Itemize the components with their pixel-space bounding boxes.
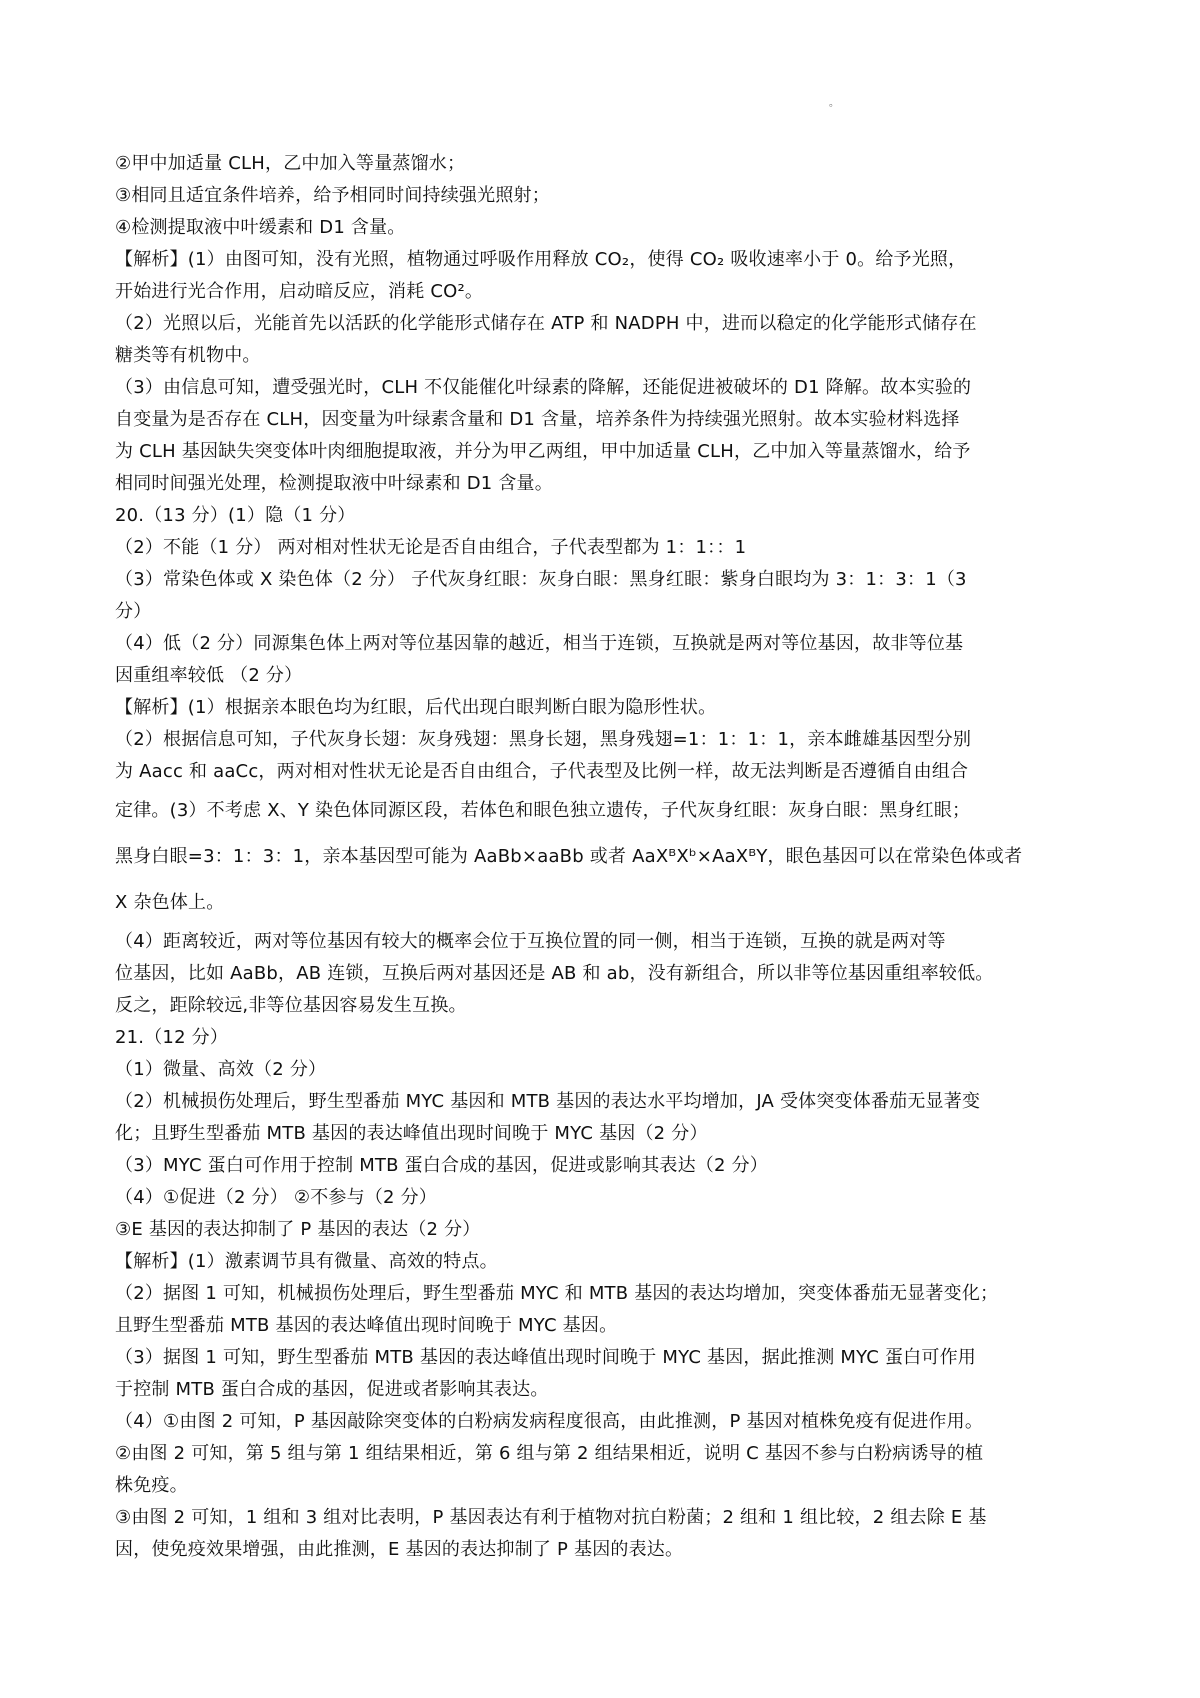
text-line: 【解析】(1）根据亲本眼色均为红眼，后代出现白眼判断白眼为隐形性状。 (115, 697, 717, 718)
text-line: 于控制 MTB 蛋白合成的基因，促进或者影响其表达。 (115, 1379, 549, 1400)
text-line: （4）①由图 2 可知，P 基因敲除突变体的白粉病发病程度很高，由此推测，P 基因对植株免疫有促进作用。 (115, 1411, 984, 1432)
text-line: 自变量为是否存在 CLH，因变量为叶绿素含量和 D1 含量，培养条件为持续强光照射。故本实验材料选择 (115, 409, 960, 430)
text-line: 为 CLH 基因缺失突变体叶肉细胞提取液，并分为甲乙两组，甲中加适量 CLH，乙中加入等量蒸馏水，给予 (115, 441, 971, 462)
text-line: 株免疫。 (115, 1475, 188, 1496)
text-line: 21.（12 分） (115, 1027, 229, 1048)
text-line: （3）常染色体或 X 染色体（2 分） 子代灰身红眼：灰身白眼：黑身红眼：紫身白眼均为 3：1：3：1（3 (115, 569, 967, 590)
text-line: 定律。(3）不考虑 X、Y 染色体同源区段，若体色和眼色独立遗传，子代灰身红眼：灰身白眼：黑身红眼； (115, 800, 971, 821)
text-line: ③由图 2 可知，1 组和 3 组对比表明，P 基因表达有利于植物对抗白粉菌；2 组和 1 组比较，2 组去除 E 基 (115, 1507, 987, 1528)
text-line: 位基因，比如 AaBb，AB 连锁，互换后两对基因还是 AB 和 ab，没有新组合，所以非等位基因重组率较低。 (115, 963, 994, 984)
text-line: （3）MYC 蛋白可作用于控制 MTB 蛋白合成的基因，促进或影响其表达（2 分） (115, 1155, 768, 1176)
text-line: 【解析】(1）由图可知，没有光照，植物通过呼吸作用释放 CO₂，使得 CO₂ 吸收速率小于 0。给予光照， (115, 249, 967, 270)
text-line: 且野生型番茄 MTB 基因的表达峰值出现时间晚于 MYC 基因。 (115, 1315, 618, 1336)
text-line: ③相同且适宜条件培养，给予相同时间持续强光照射； (115, 185, 550, 206)
text-line: 20.（13 分）(1）隐（1 分） (115, 505, 356, 526)
text-line: （2）根据信息可知，子代灰身长翅：灰身残翅：黑身长翅，黑身残翅=1：1：1：1，亲本雌雄基因型分别 (115, 729, 972, 750)
text-line: 因，使免疫效果增强，由此推测，E 基因的表达抑制了 P 基因的表达。 (115, 1539, 684, 1560)
text-line: 因重组率较低 （2 分） (115, 665, 303, 686)
text-line: 【解析】(1）激素调节具有微量、高效的特点。 (115, 1251, 498, 1272)
text-line: ③E 基因的表达抑制了 P 基因的表达（2 分） (115, 1219, 481, 1240)
text-line: （2）不能（1 分） 两对相对性状无论是否自由组合，子代表型都为 1：1：：1 (115, 537, 747, 558)
text-line: ④检测提取液中叶缓素和 D1 含量。 (115, 217, 406, 238)
text-line: （4）距离较近，两对等位基因有较大的概率会位于互换位置的同一侧，相当于连锁，互换的就是两对等 (115, 931, 946, 952)
answer-text (115, 148, 1105, 1566)
text-line: （4）①促进（2 分） ②不参与（2 分） (115, 1187, 437, 1208)
text-line: 糖类等有机物中。 (115, 345, 261, 366)
text-line: ②由图 2 可知，第 5 组与第 1 组结果相近，第 6 组与第 2 组结果相近，说明 C 基因不参与白粉病诱导的植 (115, 1443, 984, 1464)
text-line: 反之，距除较远,非等位基因容易发生互换。 (115, 995, 467, 1016)
text-line: 为 Aacc 和 aaCc，两对相对性状无论是否自由组合，子代表型及比例一样，故无法判断是否遵循自由组合 (115, 761, 969, 782)
text-line: X 杂色体上。 (115, 892, 225, 913)
text-line: （3）由信息可知，遭受强光时，CLH 不仅能催化叶绿素的降解，还能促进被破坏的 D1 降解。故本实验的 (115, 377, 972, 398)
text-line: （2）机械损伤处理后，野生型番茄 MYC 基因和 MTB 基因的表达水平均增加，JA 受体突变体番茄无显著变 (115, 1091, 981, 1112)
text-line: 黑身白眼=3：1：3：1，亲本基因型可能为 AaBb×aaBb 或者 AaXᴮXᵇ×AaXᴮY，眼色基因可以在常染色体或者 (115, 846, 1023, 867)
text-line: 开始进行光合作用，启动暗反应，消耗 CO²。 (115, 281, 484, 302)
text-line: （1）微量、高效（2 分） (115, 1059, 327, 1080)
text-line: （4）低（2 分）同源集色体上两对等位基因靠的越近，相当于连锁，互换就是两对等位基因，故非等位基 (115, 633, 964, 654)
page-marker: 。 (829, 98, 839, 109)
text-line: （3）据图 1 可知，野生型番茄 MTB 基因的表达峰值出现时间晚于 MYC 基因，据此推测 MYC 蛋白可作用 (115, 1347, 976, 1368)
text-line: （2）光照以后，光能首先以活跃的化学能形式储存在 ATP 和 NADPH 中，进而以稳定的化学能形式储存在 (115, 313, 977, 334)
text-line: （2）据图 1 可知，机械损伤处理后，野生型番茄 MYC 和 MTB 基因的表达均增加，突变体番茄无显著变化； (115, 1283, 999, 1304)
text-line: 化；且野生型番茄 MTB 基因的表达峰值出现时间晚于 MYC 基因（2 分） (115, 1123, 708, 1144)
text-line: ②甲中加适量 CLH，乙中加入等量蒸馏水； (115, 153, 466, 174)
text-line: 相同时间强光处理，检测提取液中叶绿素和 D1 含量。 (115, 473, 553, 494)
text-line: 分） (115, 601, 152, 622)
